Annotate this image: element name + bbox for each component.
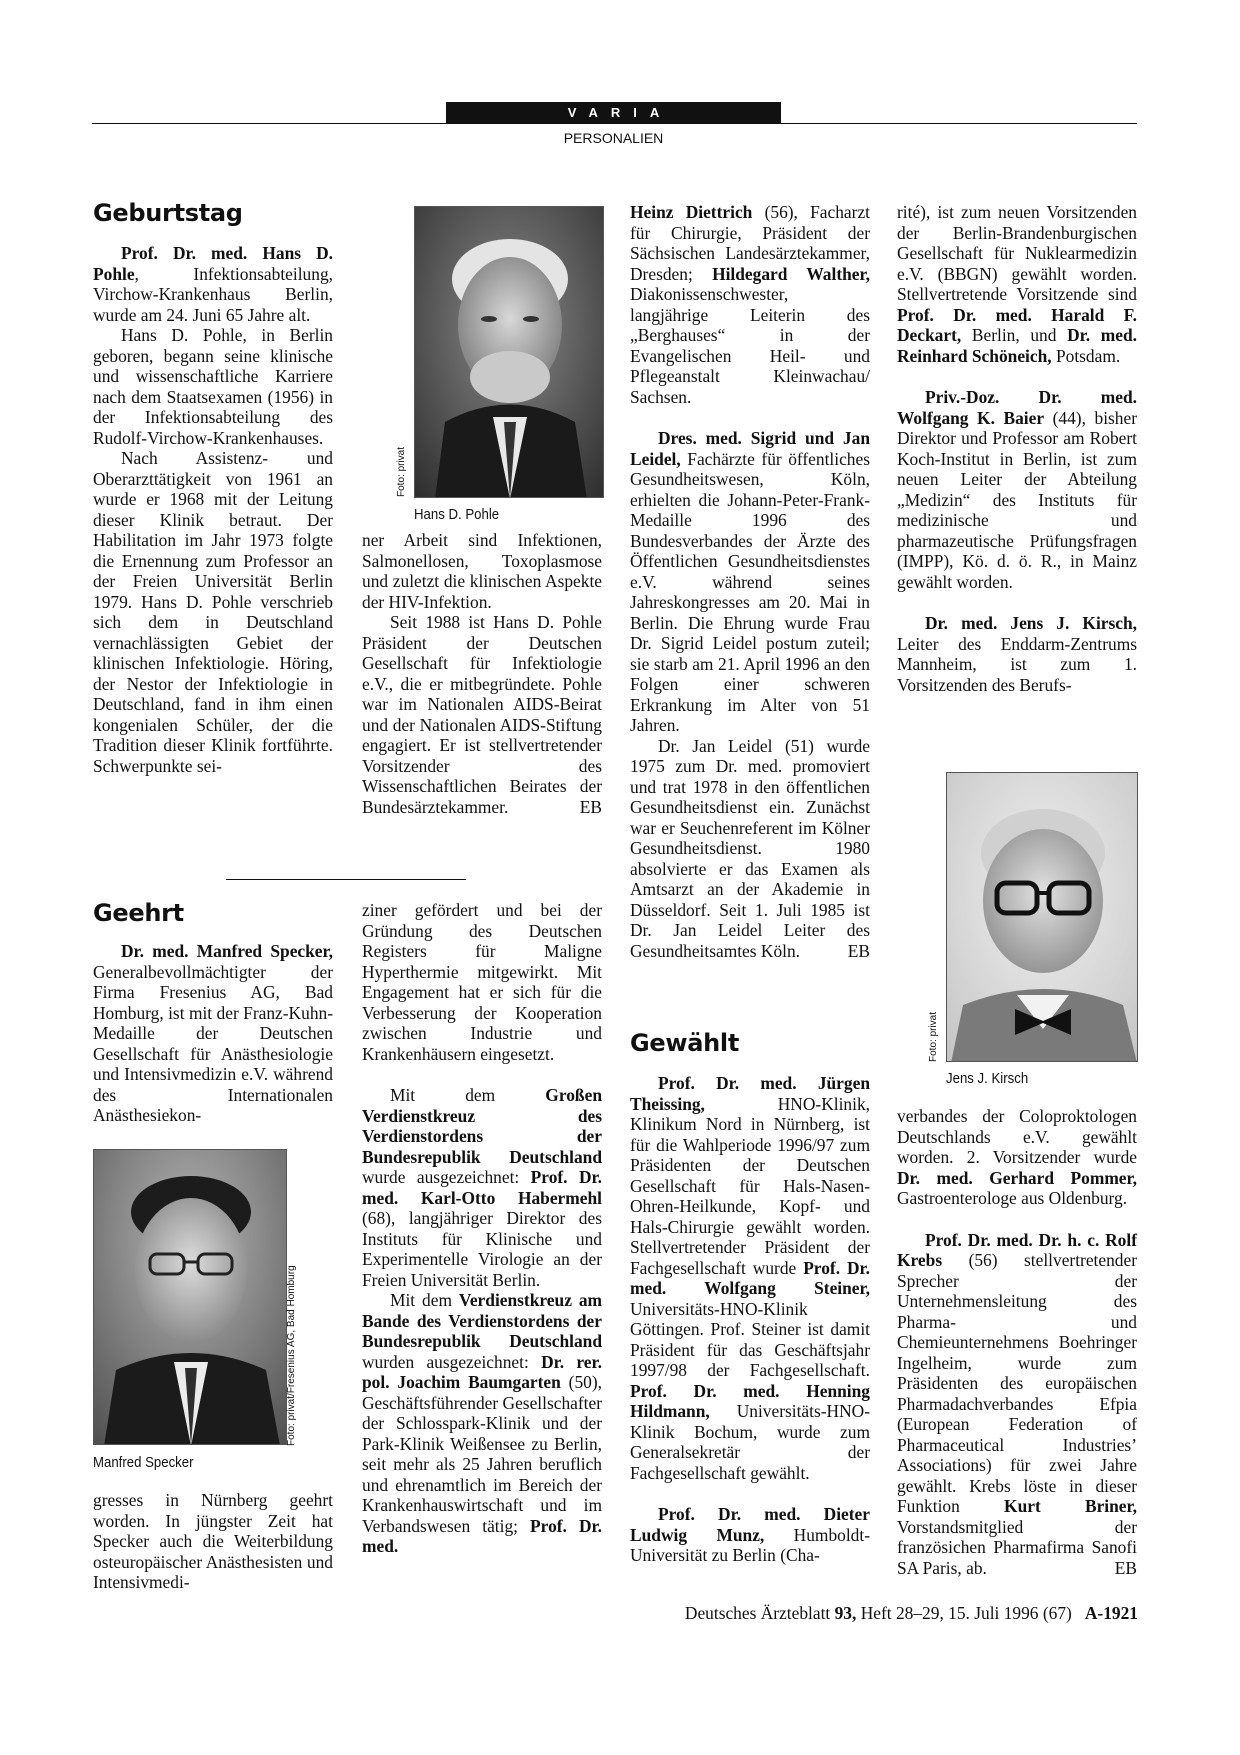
footer-journal: Deutsches Ärzteblatt xyxy=(684,1603,831,1623)
credit-kirsch: Foto: privat xyxy=(928,1011,939,1062)
article-pohle-col2: ner Arbeit sind Infektionen, Salmonellosen, Toxoplasmose und zuletzt die klinischen Aspekte der HIV-Infektion. Seit 1988 ist Hans D. Pohle Präsident der Deutschen Gesellschaft für Infektiologie e.V., die er mitbegründete. Pohle war im Nationalen AIDS-Beirat und der Nationalen AIDS-Stiftung engagiert. Er ist stellvertretender Vorsitzender des Wissenschaftlichen Beirates der Bundesärztekammer. EB xyxy=(362,530,602,817)
article-col4: rité), ist zum neuen Vorsitzenden der Berlin-Brandenburgischen Gesellschaft für Nuklearmedizin e.V. (BBGN) gewählt worden. Stellvertretende Vorsitzende sind Prof. Dr. med. Harald F. Deckart, Berlin, und Dr. med. Reinhard Schöneich, Potsdam. Priv.-Doz. Dr. med. Wolfgang K. Baier (44), bisher Direktor und Professor am Robert Koch-Institut in Berlin, ist zum neuen Leiter der Abteilung „Medizin“ des Instituts für medizinische und pharmazeutische Prüfungsfragen (IMPP), Kö. d. ö. R., in Mainz gewählt worden. Dr. med. Jens J. Kirsch, Leiter des Enddarm-Zentrums Mannheim, ist zum 1. Vorsitzenden des Berufs- xyxy=(897,202,1137,695)
photo-jens-kirsch xyxy=(946,772,1138,1062)
section-header: VARIA xyxy=(446,102,781,123)
article-specker-col1: Dr. med. Manfred Specker, Generalbevollmächtigter der Firma Fresenius AG, Bad Homburg, ist mit der Franz-Kuhn-Medaille der Deutschen Gesellschaft für Anästhesiologie und Intensivmedizin e.V. während des Internationalen Anästhesiekon- xyxy=(93,941,333,1125)
credit-pohle: Foto: privat xyxy=(396,446,407,497)
article-specker-col1b: gresses in Nürnberg geehrt worden. In jüngster Zeit hat Specker auch die Weiterbildung osteuropäischer Anästhesisten und Intensivmedi- xyxy=(93,1490,333,1592)
article-col4b: verbandes der Coloproktologen Deutschlands e.V. gewählt worden. 2. Vorsitzender wurde Dr. med. Gerhard Pommer, Gastroenterologe aus Oldenburg. Prof. Dr. med. Dr. h. c. Rolf Krebs (56) stellvertretender Sprecher der Unternehmensleitung des Pharma- und Chemieunternehmens Boehringer Ingelheim, wurde zum Präsidenten des europäischen Pharmadachverbandes Efpia (European Federation of Pharmaceutical Industries’ Associations) für zwei Jahre gewählt. Krebs löste in dieser Funktion Kurt Briner, Vorstandsmitglied der französichen Pharmafirma Sanofi SA Paris, ab. EB xyxy=(897,1106,1137,1578)
page-footer xyxy=(560,1602,1138,1624)
caption-kirsch: Jens J. Kirsch xyxy=(946,1070,1029,1087)
article-specker-col2: ziner gefördert und bei der Gründung des Deutschen Registers für Maligne Hyperthermie mitgewirkt. Mit Engagement hat er sich für die Verbesserung der Kooperation zwischen Industrie und Krankenhäusern eingesetzt. Mit dem Großen Verdienstkreuz des Verdienstordens der Bundesrepublik Deutschland wurde ausgezeichnet: Prof. Dr. med. Karl-Otto Habermehl (68), langjähriger Direktor des Instituts für Klinische und Experimentelle Virologie an der Freien Universität Berlin. Mit dem Verdienstkreuz am Bande des Verdienstordens der Bundesrepublik Deutschland wurden ausgezeichnet: Dr. rer. pol. Joachim Baumgarten (50), Geschäftsführender Gesellschafter der Schlosspark-Klinik und der Park-Klinik Weißensee zu Berlin, seit mehr als 25 Jahren beruflich und ehrenamtlich im Bereich der Krankenhauswirtschaft und im Verbandswesen tätig; Prof. Dr. med. xyxy=(362,900,602,1556)
caption-pohle: Hans D. Pohle xyxy=(414,506,500,523)
photo-hans-pohle xyxy=(414,206,604,498)
article-pohle-col1: Prof. Dr. med. Hans D. Pohle, Infektionsabteilung, Virchow-Krankenhaus Berlin, wurde am 24. Juni 65 Jahre alt. Hans D. Pohle, in Berlin geboren, begann seine klinische und wissenschaftliche Karriere nach dem Staatsexamen (1956) in der Infektionsabteilung des Rudolf-Virchow-Krankenhauses. Nach Assistenz- und Oberarzttätigkeit von 1961 an wurde er 1968 mit der Leitung dieser Klinik betraut. Der Habilitation im Jahr 1973 folgte die Ernennung zum Professor an der Freien Universität Berlin 1979. Hans D. Pohle verschrieb sich dem in Deutschland vernachlässigten Gebiet der klinischen Infektiologie. Höring, der Nestor der Infektiologie in Deutschland, fand in ihm einen kongenialen Schüler, der die Tradition dieser Klinik fortführte. Schwerpunkte sei- xyxy=(93,243,333,776)
section-subheader: PERSONALIEN xyxy=(563,130,664,146)
photo-manfred-specker xyxy=(93,1149,287,1445)
footer-issue: Heft 28–29, 15. Juli 1996 (67) xyxy=(860,1603,1072,1623)
caption-specker: Manfred Specker xyxy=(93,1454,194,1471)
article-col3b: Prof. Dr. med. Jürgen Theissing, HNO-Klinik, Klinikum Nord in Nürnberg, ist für die Wahlperiode 1996/97 zum Präsidenten der Deutschen Gesellschaft für Hals-Nasen- Ohren-Heilkunde, Kopf- und Hals-Chirurgie gewählt worden. Stellvertretender Präsident der Fachgesellschaft wurde Prof. Dr. med. Wolfgang Steiner, Universitäts-HNO-Klinik Göttingen. Prof. Steiner ist damit Präsident für das Geschäftsjahr 1997/98 der Fachgesellschaft. Prof. Dr. med. Henning Hildmann, Universitäts-HNO-Klinik Bochum, wurde zum Generalsekretär der Fachgesellschaft gewählt. Prof. Dr. med. Dieter Ludwig Munz, Humboldt-Universität zu Berlin (Cha- xyxy=(630,1073,870,1565)
heading-gewaehlt: Gewählt xyxy=(630,1029,740,1057)
footer-volume: 93, xyxy=(834,1603,857,1623)
heading-geehrt: Geehrt xyxy=(93,899,184,927)
section-divider xyxy=(226,879,466,880)
header-rule xyxy=(92,123,1137,124)
credit-specker: Foto: privat/Fresenius AG, Bad Homburg xyxy=(286,1265,297,1446)
footer-page-number: A-1921 xyxy=(1084,1603,1138,1623)
article-col3: Heinz Diettrich (56), Facharzt für Chirurgie, Präsident der Sächsischen Landesärztekammer, Dresden; Hildegard Walther, Diakonissenschwester, langjährige Leiterin des „Berghauses“ in der Evangelischen Heil- und Pflegeanstalt Kleinwachau/ Sachsen. Dres. med. Sigrid und Jan Leidel, Fachärzte für öffentliches Gesundheitswesen, Köln, erhielten die Johann-Peter-Frank-Medaille 1996 des Bundesverbandes der Ärzte des Öffentlichen Gesundheitsdienstes e.V. während seines Jahreskongresses am 20. Mai in Berlin. Die Ehrung wurde Frau Dr. Sigrid Leidel postum zuteil; sie starb am 21. April 1996 an den Folgen einer schweren Erkrankung im Alter von 51 Jahren. Dr. Jan Leidel (51) wurde 1975 zum Dr. med. promoviert und trat 1978 in den öffentlichen Gesundheitsdienst ein. Zunächst war er Seuchenreferent im Kölner Gesundheitsdienst. 1980 absolvierte er das Examen als Amtsarzt an der Akademie in Düsseldorf. Seit 1. Juli 1985 ist Dr. Jan Leidel Leiter des Gesundheitsamtes Köln. EB xyxy=(630,202,870,961)
heading-geburtstag: Geburtstag xyxy=(93,199,243,227)
